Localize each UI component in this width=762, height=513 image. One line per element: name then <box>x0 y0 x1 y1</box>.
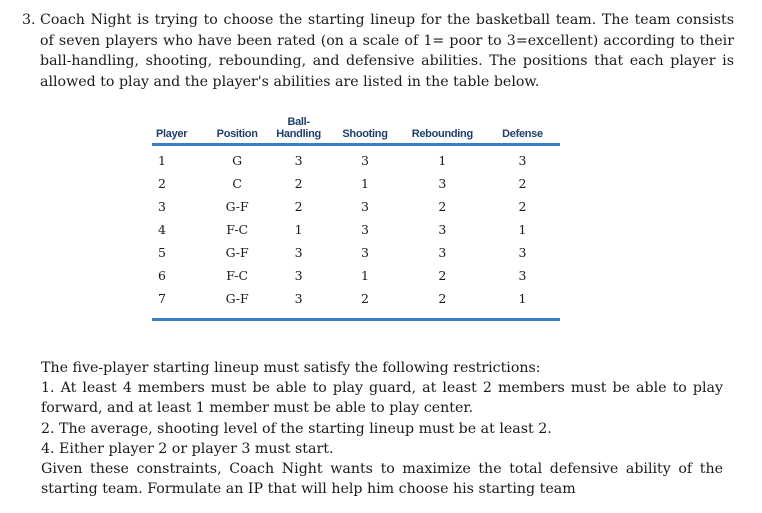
header-ball-handling-line2: Handling <box>276 128 321 140</box>
cell-rebounding: 3 <box>438 176 447 191</box>
cell-position: G-F <box>225 199 249 214</box>
cell-defense: 3 <box>518 153 527 168</box>
cell-player: 7 <box>158 291 166 306</box>
cell-rebounding: 2 <box>438 291 447 306</box>
cell-position: C <box>232 176 242 191</box>
table-bottom-rule <box>152 310 560 320</box>
cell-player: 5 <box>158 245 166 260</box>
table-header-row <box>152 116 560 145</box>
constraint-item: 1. At least 4 members must be able to play guard, at least 2 members must be able to play forward, and at least 1 member must be able to play center. <box>41 380 723 417</box>
cell-player: 2 <box>158 176 166 191</box>
cell-ball-handling: 2 <box>294 199 303 214</box>
cell-defense: 3 <box>518 245 527 260</box>
cell-position: F-C <box>226 222 249 237</box>
constraint-item: 4. Either player 2 or player 3 must start. <box>41 440 334 457</box>
header-player: Player <box>156 128 188 140</box>
cell-position: F-C <box>226 268 249 283</box>
cell-player: 1 <box>158 153 166 168</box>
constraints-conclusion: Given these constraints, Coach Night wants to maximize the total defensive ability of the starting team. Formulate an IP that will help him choose his starting team <box>41 461 723 498</box>
problem-text: Coach Night is trying to choose the starting lineup for the basketball team. The team consists of seven players who have been rated (on a scale of 1= poor to 3=excellent) according to their ball-handling, shooting, rebounding, and defensive abilities. The positions that each player is allowed to play and the player's abilities are listed in the table below. <box>40 12 734 90</box>
cell-shooting: 3 <box>361 222 369 237</box>
cell-defense: 3 <box>518 268 527 283</box>
header-position: Position <box>216 128 258 140</box>
problem-statement <box>22 10 734 92</box>
cell-shooting: 1 <box>361 268 369 283</box>
cell-defense: 2 <box>518 176 527 191</box>
table-row <box>152 195 560 218</box>
constraints-intro: The five-player starting lineup must satisfy the following restrictions: <box>41 360 541 376</box>
cell-ball-handling: 3 <box>294 291 303 306</box>
table-row <box>152 145 560 173</box>
table-row <box>152 241 560 264</box>
constraints-section <box>41 358 723 499</box>
cell-ball-handling: 3 <box>294 153 303 168</box>
cell-defense: 1 <box>518 291 527 306</box>
cell-rebounding: 3 <box>438 245 447 260</box>
header-shooting: Shooting <box>342 128 388 140</box>
cell-ball-handling: 1 <box>294 222 303 237</box>
cell-position: G-F <box>225 245 249 260</box>
cell-rebounding: 3 <box>438 222 447 237</box>
cell-shooting: 3 <box>361 153 369 168</box>
table-row <box>152 218 560 241</box>
cell-shooting: 2 <box>361 291 369 306</box>
header-ball-handling <box>267 116 330 145</box>
cell-player: 6 <box>158 268 166 283</box>
table-row <box>152 287 560 310</box>
table-row <box>152 264 560 287</box>
header-defense: Defense <box>502 128 543 140</box>
cell-rebounding: 1 <box>438 153 447 168</box>
cell-shooting: 3 <box>361 199 369 214</box>
cell-ball-handling: 2 <box>294 176 303 191</box>
cell-shooting: 3 <box>361 245 369 260</box>
cell-defense: 1 <box>518 222 527 237</box>
constraint-item: 2. The average, shooting level of the starting lineup must be at least 2. <box>41 420 552 437</box>
cell-rebounding: 2 <box>438 199 447 214</box>
cell-shooting: 1 <box>361 176 369 191</box>
player-ratings-table <box>152 116 560 321</box>
table-row <box>152 172 560 195</box>
cell-rebounding: 2 <box>438 268 447 283</box>
header-rebounding: Rebounding <box>411 128 473 140</box>
cell-defense: 2 <box>518 199 527 214</box>
cell-ball-handling: 3 <box>294 268 303 283</box>
cell-position: G-F <box>225 291 249 306</box>
problem-number: 3. <box>22 12 36 28</box>
cell-player: 4 <box>158 222 166 237</box>
cell-ball-handling: 3 <box>294 245 303 260</box>
header-ball-handling-line1: Ball- <box>287 116 310 128</box>
cell-player: 3 <box>158 199 166 214</box>
cell-position: G <box>232 153 243 168</box>
